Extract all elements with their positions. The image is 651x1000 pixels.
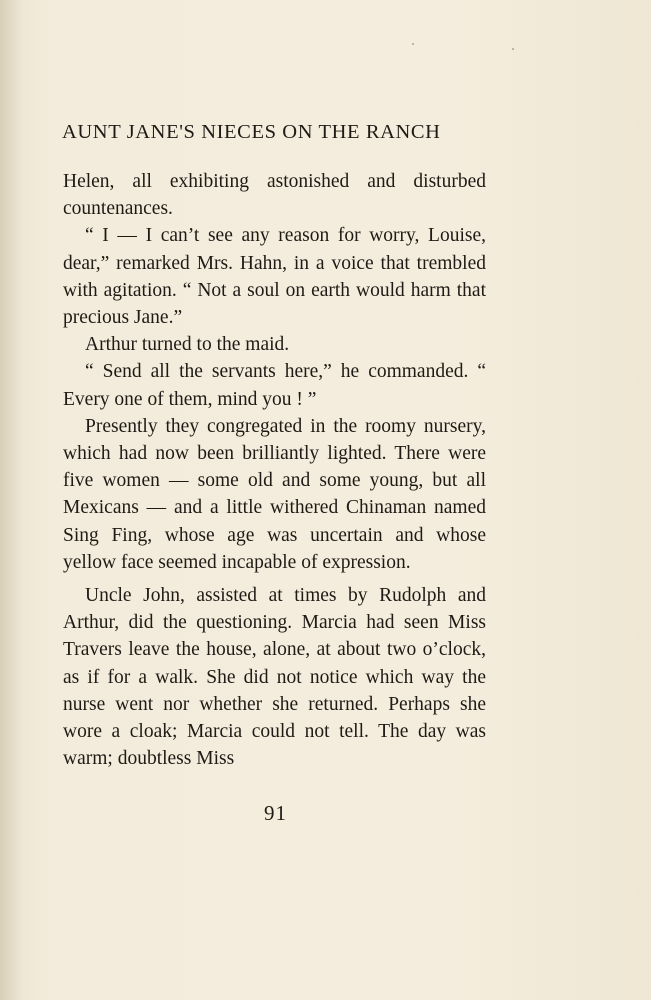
paper-speck xyxy=(512,48,514,50)
paragraph: “ Send all the servants here,” he commanded. “ Every one of them, mind you ! ” xyxy=(63,361,486,410)
paragraph: Uncle John, assisted at times by Rudolph and Arthur, did the questioning. Marcia had seen Miss Travers leave the house, alone, at about two o’clock, as if for a walk. She did not notice which way the nurse went nor whether she returned. Perhaps she wore a cloak; Marcia could not tell. The day was warm; doubtless Miss xyxy=(63,585,486,770)
running-head: AUNT JANE'S NIECES ON THE RANCH xyxy=(62,121,441,143)
body-text xyxy=(63,168,486,772)
paragraph: Presently they congregated in the roomy nursery, which had now been brilliantly lighted. There were five women — some old and some young, but all Mexicans — and a little withered Chinaman named Sing Fing, whose age was uncertain and whose yellow face seemed incapable of expression. xyxy=(63,415,486,573)
paragraph: Arthur turned to the maid. xyxy=(85,334,290,356)
page-number: 91 xyxy=(264,801,287,825)
page-gutter-shadow xyxy=(0,0,22,1000)
paragraph: “ I — I can’t see any reason for worry, Louise, dear,” remarked Mrs. Hahn, in a voice that trembled with agitation. “ Not a soul on earth would harm that precious Jane.” xyxy=(63,225,486,329)
paper-speck xyxy=(412,43,414,45)
paragraph: Helen, all exhibiting astonished and disturbed countenances. xyxy=(63,171,486,220)
